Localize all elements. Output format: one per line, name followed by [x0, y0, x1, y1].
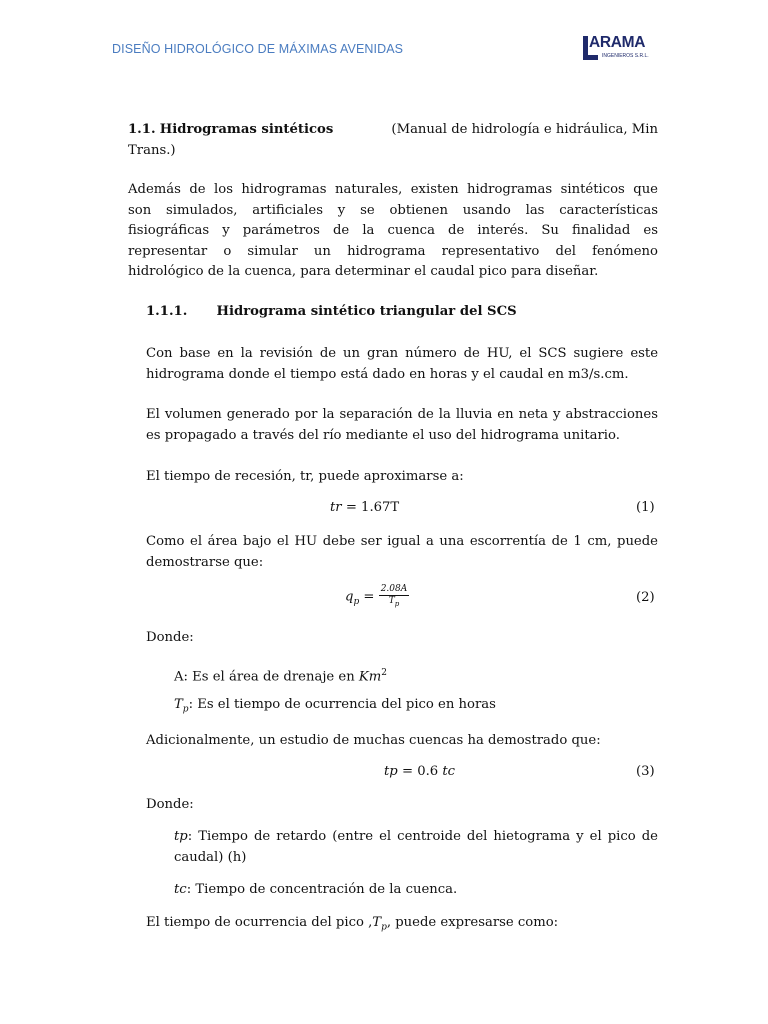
section-heading — [128, 120, 658, 161]
def-lag-text: : Tiempo de retardo (entre el centroide del hietograma y el pico de — [187, 829, 658, 844]
eq2-equals: = — [363, 589, 375, 605]
text-line: es propagado a través del río mediante el uso del hidrograma unitario. — [146, 427, 620, 443]
def-a-text: A: Es el área de drenaje en — [174, 669, 359, 685]
def-tp-text: : Es el tiempo de ocurrencia del pico en horas — [188, 697, 496, 712]
equation-2-number: (2) — [636, 590, 655, 605]
equation-1-number: (1) — [636, 500, 655, 515]
paragraph-area — [146, 532, 658, 573]
section-reference-cont: Trans.) — [128, 142, 176, 158]
intro-paragraph — [128, 180, 658, 283]
intro-line: hidrológico de la cuenca, para determinar el caudal pico para diseñar. — [128, 264, 599, 279]
p6-text-before: El tiempo de ocurrencia del pico , — [146, 915, 373, 930]
paragraph-volume — [146, 405, 658, 446]
where-label-1: Donde: — [146, 630, 194, 645]
intro-line: fisiográficas y parámetros de la cuenca de interés. Su finalidad es — [128, 223, 658, 238]
definition-tc — [174, 880, 457, 901]
text-line: hidrograma donde el tiempo está dado en horas y el caudal en m3/s.cm. — [146, 366, 629, 382]
p6-symbol: T — [372, 915, 382, 930]
def-tc-text: : Tiempo de concentración de la cuenca. — [186, 882, 458, 897]
definition-lag-time — [174, 827, 658, 868]
equation-1 — [330, 500, 399, 515]
subsection-heading — [146, 302, 517, 323]
equation-3 — [384, 764, 455, 779]
def-lag-symbol: tp — [174, 829, 188, 844]
def-a-unit: Km — [358, 669, 382, 685]
paragraph-peak-time — [146, 913, 558, 938]
equation-3-number: (3) — [636, 764, 655, 779]
paragraph-study: Adicionalmente, un estudio de muchas cuencas ha demostrado que: — [146, 733, 601, 748]
paragraph-recession: El tiempo de recesión, tr, puede aproximarse a: — [146, 469, 464, 484]
definition-area — [174, 663, 387, 688]
company-logo — [583, 36, 663, 62]
def-lag-text-cont: caudal) (h) — [174, 849, 247, 865]
section-reference: (Manual de hidrología e hidráulica, Min — [391, 122, 658, 137]
def-a-exponent: 2 — [381, 668, 387, 678]
subsection-title: Hidrograma sintético triangular del SCS — [216, 304, 517, 319]
eq2-lhs: q — [345, 589, 354, 605]
where-label-2: Donde: — [146, 797, 194, 812]
definition-tp — [174, 695, 496, 720]
intro-line: Además de los hidrogramas naturales, existen hidrogramas sintéticos que — [128, 182, 658, 197]
text-line: Como el área bajo el HU debe ser igual a una escorrentía de 1 cm, puede — [146, 534, 658, 549]
logo-subtitle: INGENIEROS S.R.L. — [602, 53, 649, 59]
equation-2 — [345, 584, 409, 610]
text-line: demostrarse que: — [146, 554, 264, 570]
intro-line: son simulados, artificiales y se obtienen usando las características — [128, 202, 658, 218]
eq1-rhs: = 1.67T — [345, 500, 400, 515]
eq2-numerator: 2.08A — [380, 584, 408, 594]
eq2-fraction — [379, 584, 410, 610]
section-title: Hidrogramas sintéticos — [159, 122, 334, 137]
logo-name: ARAMA — [589, 34, 646, 51]
def-tp-symbol: T — [174, 697, 183, 712]
subsection-number: 1.1.1. — [146, 304, 188, 319]
paragraph-scs — [146, 344, 658, 385]
eq3-var: tc — [442, 764, 456, 779]
def-tc-symbol: tc — [174, 882, 187, 897]
text-line: Con base en la revisión de un gran número de HU, el SCS sugiere este — [146, 346, 658, 361]
eq3-lhs: tp — [384, 764, 398, 779]
def-tp-sub: p — [182, 704, 189, 715]
eq2-denominator-sub: p — [394, 599, 400, 608]
eq1-lhs: tr — [330, 500, 342, 515]
document-header-title: DISEÑO HIDROLÓGICO DE MÁXIMAS AVENIDAS — [112, 42, 404, 56]
eq2-lhs-sub: p — [353, 597, 360, 608]
eq3-rhs: = 0.6 — [401, 764, 439, 779]
eq2-denominator: T — [388, 596, 395, 606]
text-line: El volumen generado por la separación de la lluvia en neta y abstracciones — [146, 407, 658, 422]
p6-text-after: , puede expresarse como: — [386, 915, 559, 930]
intro-line: representar o simular un hidrograma representativo del fenómeno — [128, 243, 658, 259]
p6-sub: p — [381, 922, 387, 933]
section-number: 1.1. — [128, 122, 156, 137]
